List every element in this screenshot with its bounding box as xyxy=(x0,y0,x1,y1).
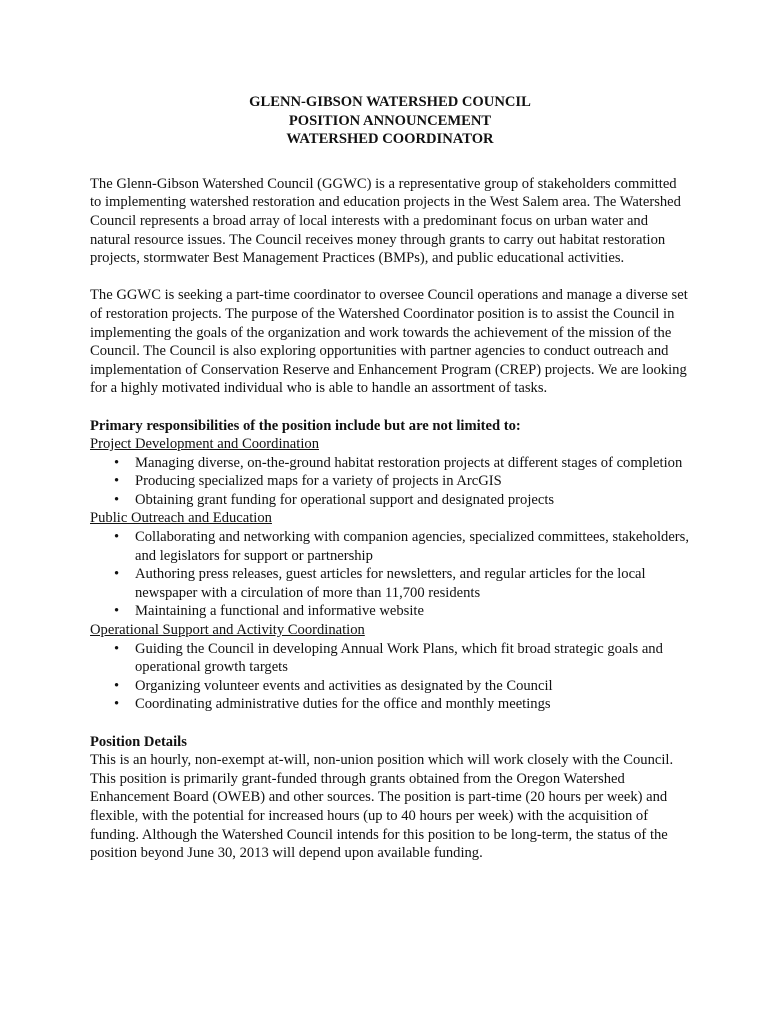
bullet-icon: • xyxy=(114,696,120,713)
position-details-body: This is an hourly, non-exempt at-will, non-union position which will work closely with the Council. This position is primarily grant-funded through grants obtained from the Oregon Watershed Enhancement Board (OWEB) and other sources. The position is part-time (20 hours per week) and flexible, with the potential for increased hours (up to 40 hours per week) with the acquisition of funding. Although the Watershed Council intends for this position to be long-term, the status of the position beyond June 30, 2013 will depend upon available funding. xyxy=(90,752,674,862)
list-item xyxy=(114,640,690,677)
section-heading-public-outreach: Public Outreach and Education xyxy=(90,510,272,527)
section-list-operational-support xyxy=(90,640,690,714)
list-item-text: Organizing volunteer events and activities as designated by the Council xyxy=(135,677,553,694)
list-item-text: Producing specialized maps for a variety of projects in ArcGIS xyxy=(135,473,502,490)
list-item-text: Authoring press releases, guest articles for newsletters, and regular articles for the local newspaper with a circulation of more than 11,700 residents xyxy=(135,566,646,601)
bullet-icon: • xyxy=(114,603,120,620)
list-item xyxy=(114,491,690,510)
list-item-text: Guiding the Council in developing Annual Work Plans, which fit broad strategic goals and operational growth targets xyxy=(135,640,663,676)
section-list-public-outreach xyxy=(90,528,690,621)
list-item xyxy=(114,472,690,491)
responsibilities-heading: Primary responsibilities of the position include but are not limited to: xyxy=(90,417,521,434)
document-title-block xyxy=(90,93,690,149)
intro-paragraph-2: The GGWC is seeking a part-time coordinator to oversee Council operations and manage a diverse set of restoration projects. The purpose of the Watershed Coordinator position is to assist the Council in implementing the goals of the organization and work towards the achievement of the mission of the Council. The Council is also exploring opportunities with partner agencies to conduct outreach and implementation of Conservation Reserve and Enhancement Program (CREP) projects. We are looking for a highly motivated individual who is able to handle an assortment of tasks. xyxy=(90,287,688,397)
position-details-heading: Position Details xyxy=(90,733,187,750)
section-list-project-development xyxy=(90,454,690,510)
section-heading-operational-support: Operational Support and Activity Coordination xyxy=(90,622,365,639)
bullet-icon: • xyxy=(114,566,120,583)
bullet-icon: • xyxy=(114,529,120,546)
bullet-icon: • xyxy=(114,473,120,490)
bullet-icon: • xyxy=(114,454,120,471)
list-item xyxy=(114,677,690,696)
list-item xyxy=(114,454,690,473)
list-item xyxy=(114,602,690,621)
announcement-type: POSITION ANNOUNCEMENT xyxy=(288,112,492,129)
position-title: WATERSHED COORDINATOR xyxy=(286,131,494,148)
list-item-text: Obtaining grant funding for operational support and designated projects xyxy=(135,491,555,508)
bullet-icon: • xyxy=(114,640,120,657)
list-item-text: Managing diverse, on-the-ground habitat restoration projects at different stages of completion xyxy=(135,454,683,471)
list-item-text: Collaborating and networking with companion agencies, specialized committees, stakeholders, and legislators for support or partnership xyxy=(135,529,689,564)
list-item-text: Coordinating administrative duties for the office and monthly meetings xyxy=(135,696,551,713)
list-item-text: Maintaining a functional and informative website xyxy=(135,603,424,620)
list-item xyxy=(114,565,690,602)
document-page xyxy=(90,93,690,863)
bullet-icon: • xyxy=(114,677,120,694)
list-item xyxy=(114,528,690,565)
intro-paragraph-1: The Glenn-Gibson Watershed Council (GGWC) is a representative group of stakeholders committed to implementing watershed restoration and education projects in the West Salem area. The Watershed Council represents a broad array of local interests with a predominant focus on urban water and natural resource issues. The Council receives money through grants to carry out habitat restoration projects, stormwater Best Management Practices (BMPs), and public educational activities. xyxy=(90,175,681,267)
section-heading-project-development: Project Development and Coordination xyxy=(90,436,319,453)
list-item xyxy=(114,695,690,714)
organization-name: GLENN-GIBSON WATERSHED COUNCIL xyxy=(249,94,531,110)
bullet-icon: • xyxy=(114,491,120,508)
